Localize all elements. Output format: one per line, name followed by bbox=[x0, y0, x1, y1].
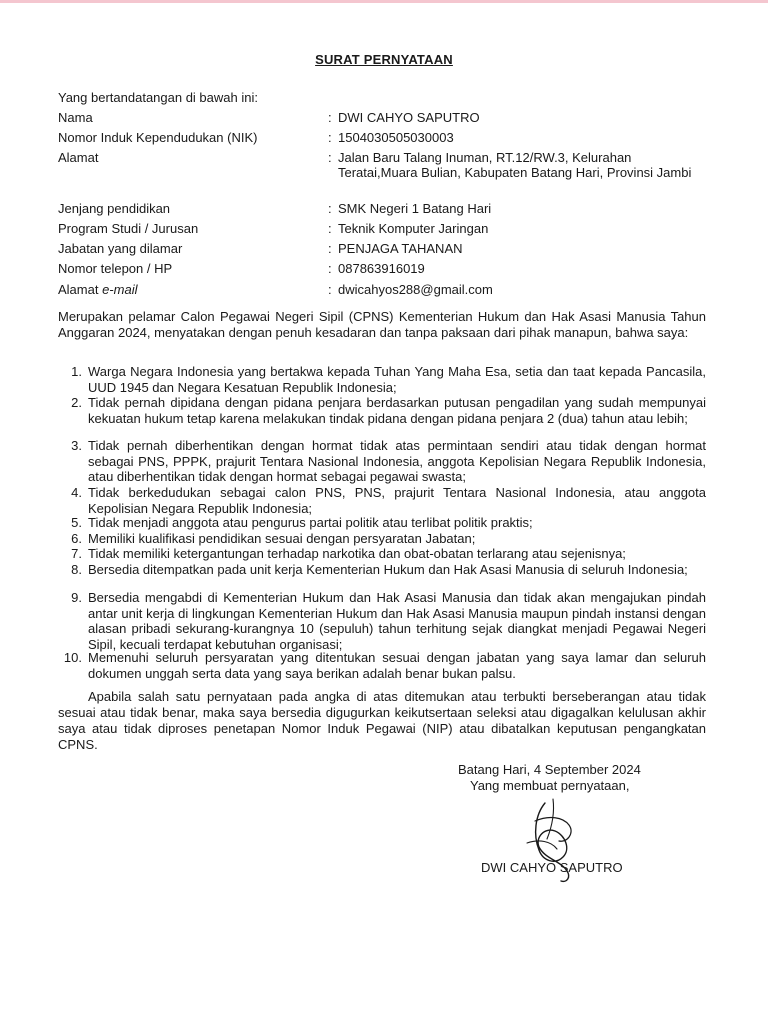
list-item-number: 5. bbox=[71, 515, 82, 530]
closing-paragraph: Apabila salah satu pernyataan pada angka di atas ditemukan atau terbukti berseberangan atau tidak sesuai atau tidak benar, maka saya bersedia digugurkan keikutsertaan seleksi atau digagalkan kelulusan akhir saya atau tidak diproses penetapan Nomor Induk Pegawai (NIP) atau dibatalkan keputusan pengangkatan CPNS. bbox=[58, 689, 706, 752]
list-item-number: 1. bbox=[71, 364, 82, 379]
identity-label-prefix: Alamat bbox=[58, 282, 103, 297]
list-item-number: 4. bbox=[71, 485, 82, 500]
identity-value: Teknik Komputer Jaringan bbox=[338, 221, 489, 236]
list-item-number: 7. bbox=[71, 546, 82, 561]
identity-value: 087863916019 bbox=[338, 261, 425, 276]
identity-label: Nomor Induk Kependudukan (NIK) bbox=[58, 130, 258, 145]
list-item-number: 10. bbox=[63, 650, 82, 665]
identity-label-italic: e-mail bbox=[102, 282, 138, 297]
identity-label: Jenjang pendidikan bbox=[58, 201, 171, 216]
identity-value: DWI CAHYO SAPUTRO bbox=[338, 110, 480, 125]
identity-label: Nomor telepon / HP bbox=[58, 261, 173, 276]
identity-separator: : bbox=[328, 150, 332, 165]
list-item-text: Bersedia mengabdi di Kementerian Hukum dan Hak Asasi Manusia dan tidak akan mengajukan pindah antar unit kerja di lingkungan Kementerian Hukum dan Hak Asasi Manusia maupun pindah instansi dengan alasan pribadi sekurang-kurangnya 10 (sepuluh) tahun terhitung sejak diangkat menjadi Pegawai Negeri Sipil, kecuali terdapat kebutuhan organisasi; bbox=[88, 590, 706, 652]
list-item-text: Tidak pernah diberhentikan dengan hormat tidak atas permintaan sendiri atau tidak dengan hormat sebagai PNS, PPPK, prajurit Tentara Nasional Indonesia, anggota Kepolisian Negara Republik Indonesia, atau diberhentikan tidak dengan hormat sebagai pegawai swasta; bbox=[88, 438, 706, 484]
identity-value: SMK Negeri 1 Batang Hari bbox=[338, 201, 492, 216]
list-item-text: Tidak menjadi anggota atau pengurus partai politik atau terlibat politik praktis; bbox=[88, 515, 533, 530]
list-item-text: Warga Negara Indonesia yang bertakwa kepada Tuhan Yang Maha Esa, setia dan taat kepada Pancasila, UUD 1945 dan Negara Kesatuan Republik Indonesia; bbox=[88, 364, 706, 395]
list-item-text: Memiliki kualifikasi pendidikan sesuai dengan persyaratan Jabatan; bbox=[88, 531, 476, 546]
identity-label: Nama bbox=[58, 110, 93, 125]
identity-separator: : bbox=[328, 261, 332, 276]
list-item-text: Tidak memiliki ketergantungan terhadap narkotika dan obat-obatan terlarang atau sejenisnya; bbox=[88, 546, 626, 561]
identity-separator: : bbox=[328, 282, 332, 297]
signature-role: Yang membuat pernyataan, bbox=[470, 778, 630, 793]
list-item-number: 3. bbox=[71, 438, 82, 453]
document-title: SURAT PERNYATAAN bbox=[315, 52, 453, 67]
list-item-text: Tidak pernah dipidana dengan pidana penjara berdasarkan putusan pengadilan yang sudah mempunyai kekuatan hukum tetap karena melakukan tindak pidana dengan pidana penjara 2 (dua) tahun atau lebih; bbox=[88, 395, 706, 426]
statement-paragraph: Merupakan pelamar Calon Pegawai Negeri Sipil (CPNS) Kementerian Hukum dan Hak Asasi Manusia Tahun Anggaran 2024, menyatakan dengan penuh kesadaran dan tanpa paksaan dari pihak manapun, bahwa saya: bbox=[58, 309, 706, 340]
list-item-text: Memenuhi seluruh persyaratan yang ditentukan sesuai dengan jabatan yang saya lamar dan seluruh dokumen unggah serta data yang saya berikan adalah benar bukan palsu. bbox=[88, 650, 706, 681]
list-item-number: 8. bbox=[71, 562, 82, 577]
identity-separator: : bbox=[328, 130, 332, 145]
identity-label: Alamat bbox=[58, 150, 99, 165]
identity-separator: : bbox=[328, 201, 332, 216]
identity-value: 1504030505030003 bbox=[338, 130, 454, 145]
identity-separator: : bbox=[328, 221, 332, 236]
identity-value: PENJAGA TAHANAN bbox=[338, 241, 463, 256]
signature-name: DWI CAHYO SAPUTRO bbox=[481, 860, 623, 875]
signature-place-date: Batang Hari, 4 September 2024 bbox=[458, 762, 641, 777]
list-item-number: 2. bbox=[71, 395, 82, 410]
identity-label bbox=[58, 282, 323, 298]
list-item-text: Tidak berkedudukan sebagai calon PNS, PNS, prajurit Tentara Nasional Indonesia, atau anggota Kepolisian Negara Republik Indonesia; bbox=[88, 485, 706, 516]
intro-text: Yang bertandatangan di bawah ini: bbox=[58, 90, 258, 105]
identity-value: dwicahyos288@gmail.com bbox=[338, 282, 493, 297]
identity-label: Program Studi / Jurusan bbox=[58, 221, 199, 236]
list-item-text: Bersedia ditempatkan pada unit kerja Kementerian Hukum dan Hak Asasi Manusia di seluruh Indonesia; bbox=[88, 562, 688, 577]
list-item-number: 6. bbox=[71, 531, 82, 546]
identity-separator: : bbox=[328, 110, 332, 125]
identity-label: Jabatan yang dilamar bbox=[58, 241, 183, 256]
list-item-number: 9. bbox=[71, 590, 82, 605]
identity-separator: : bbox=[328, 241, 332, 256]
identity-value: Jalan Baru Talang Inuman, RT.12/RW.3, Kelurahan Teratai,Muara Bulian, Kabupaten Batang Hari, Provinsi Jambi bbox=[338, 150, 692, 180]
